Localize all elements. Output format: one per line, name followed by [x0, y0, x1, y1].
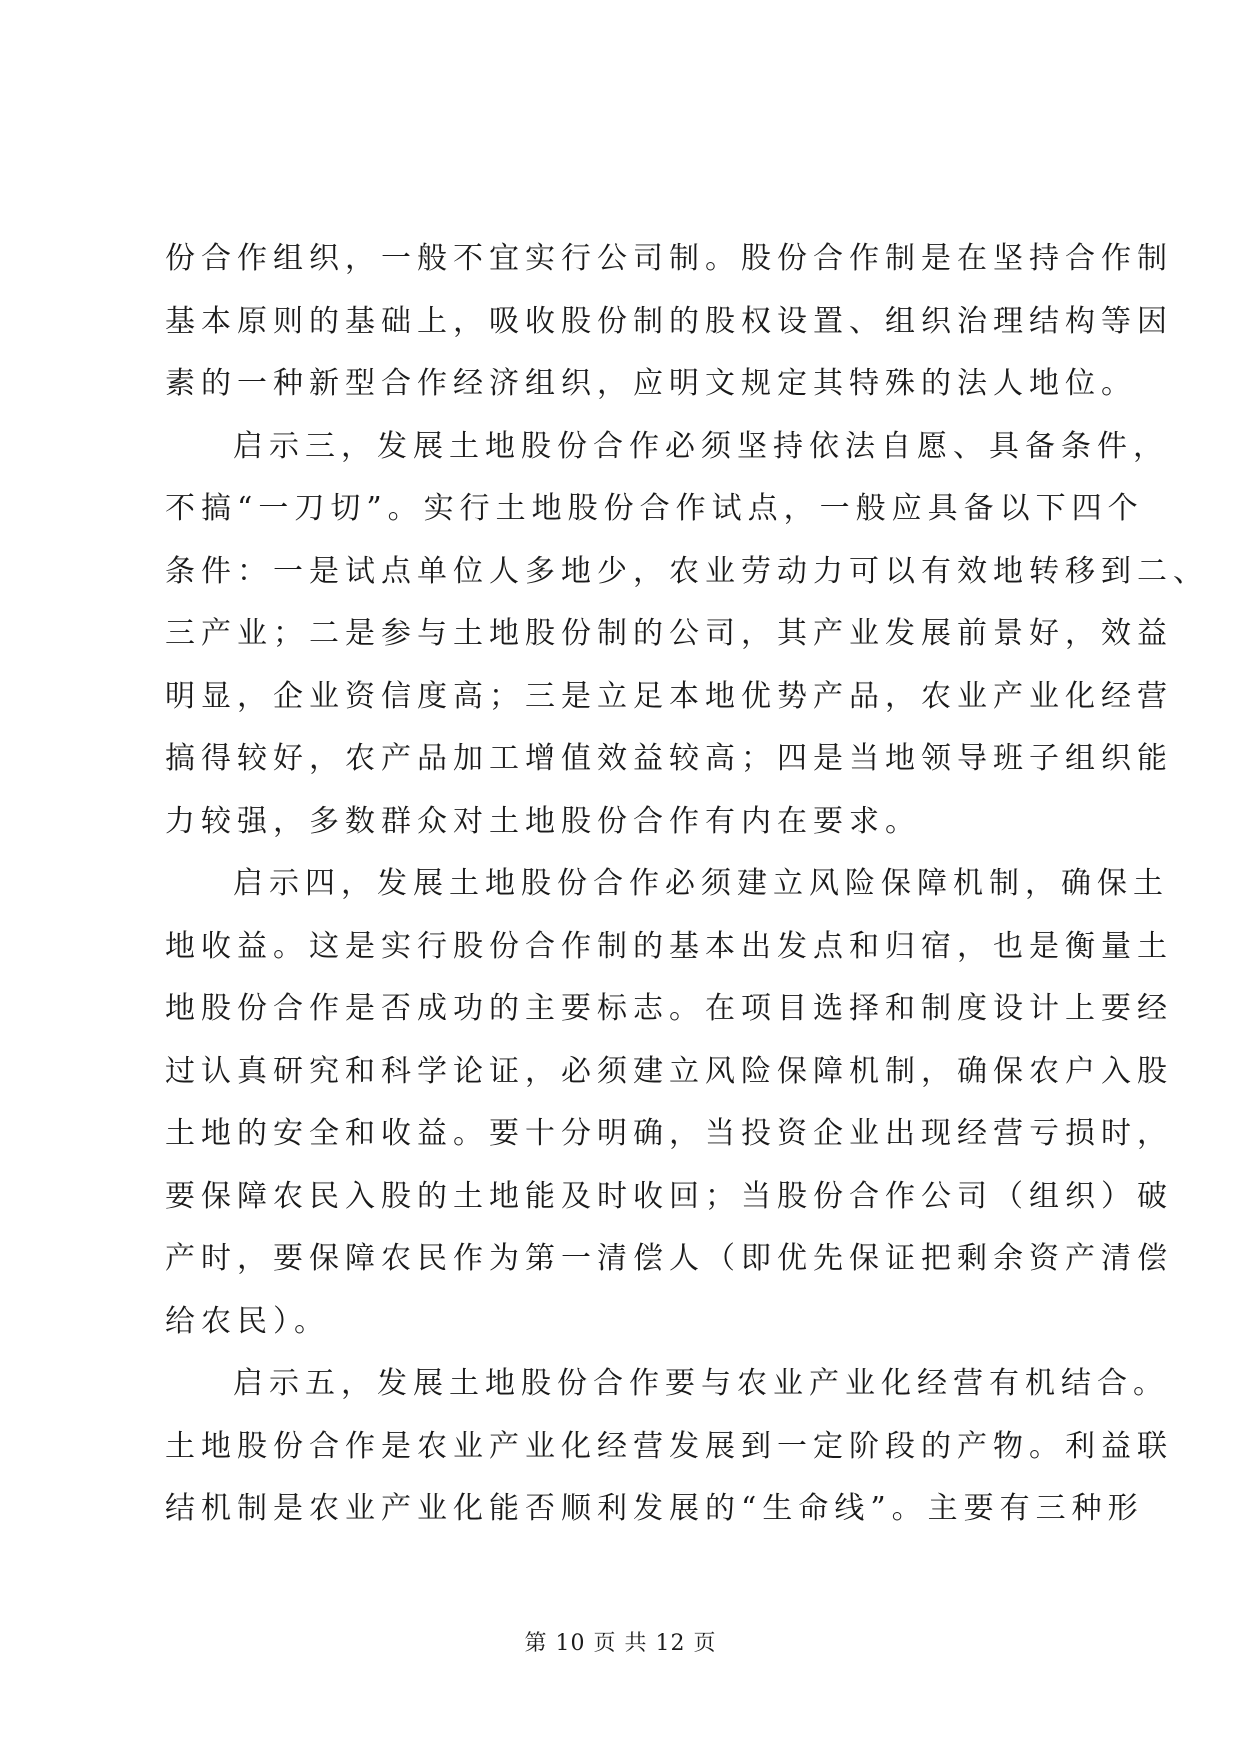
- text-line: 给农民）。: [165, 1303, 330, 1339]
- text-line: 三产业；二是参与土地股份制的公司，其产业发展前景好，效益: [165, 616, 1173, 651]
- page-number-footer: 第 10 页 共 12 页: [524, 1631, 717, 1656]
- text-line: 份合作组织，一般不宜实行公司制。股份合作制是在坚持合作制: [165, 241, 1173, 276]
- text-line: 启示五，发展土地股份合作要与农业产业化经营有机结合。: [233, 1366, 1169, 1401]
- text-line: 土地股份合作是农业产业化经营发展到一定阶段的产物。利益联: [165, 1428, 1173, 1464]
- text-line: 过认真研究和科学论证，必须建立风险保障机制，确保农户入股: [165, 1053, 1173, 1089]
- text-line: 产时，要保障农民作为第一清偿人（即优先保证把剩余资产清偿: [165, 1241, 1173, 1276]
- text-line: 力较强，多数群众对土地股份合作有内在要求。: [165, 803, 921, 839]
- text-line: 不搞“一刀切”。实行土地股份合作试点，一般应具备以下四个: [165, 491, 1144, 526]
- text-line: 基本原则的基础上，吸收股份制的股权设置、组织治理结构等因: [165, 303, 1173, 339]
- text-line: 结机制是农业产业化能否顺利发展的“生命线”。主要有三种形: [165, 1491, 1144, 1526]
- text-line: 要保障农民入股的土地能及时收回；当股份合作公司（组织）破: [165, 1178, 1173, 1214]
- text-line: 启示三，发展土地股份合作必须坚持依法自愿、具备条件，: [233, 428, 1169, 464]
- text-line: 地股份合作是否成功的主要标志。在项目选择和制度设计上要经: [165, 991, 1173, 1026]
- text-line: 素的一种新型合作经济组织，应明文规定其特殊的法人地位。: [165, 366, 1137, 401]
- text-line: 地收益。这是实行股份合作制的基本出发点和归宿，也是衡量土: [165, 928, 1173, 964]
- text-line: 明显，企业资信度高；三是立足本地优势产品，农业产业化经营: [165, 678, 1173, 714]
- document-body: [165, 228, 1209, 1541]
- text-line: 启示四，发展土地股份合作必须建立风险保障机制，确保土: [233, 866, 1169, 901]
- text-line: 条件：一是试点单位人多地少，农业劳动力可以有效地转移到二、: [165, 553, 1209, 589]
- text-line: 搞得较好，农产品加工增值效益较高；四是当地领导班子组织能: [165, 741, 1173, 776]
- text-line: 土地的安全和收益。要十分明确，当投资企业出现经营亏损时，: [165, 1116, 1173, 1151]
